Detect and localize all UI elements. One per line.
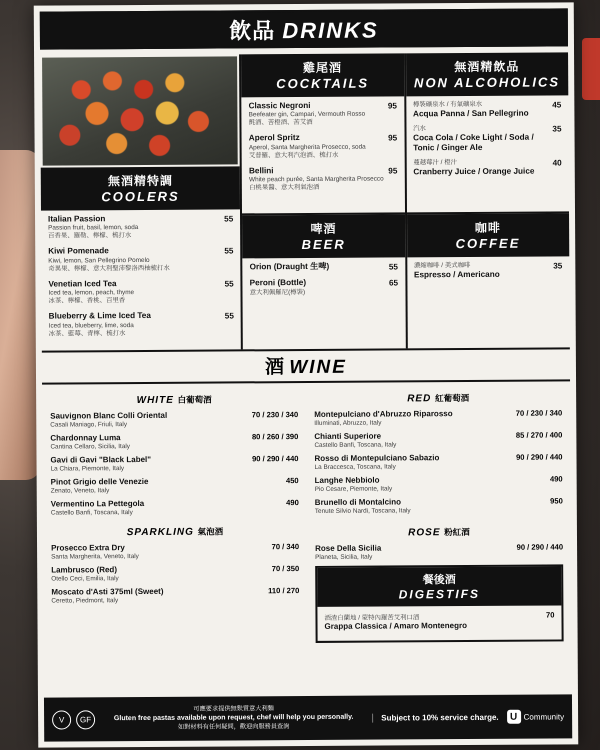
item-price: 95	[388, 133, 398, 143]
item-price: 55	[388, 262, 398, 272]
wine-price: 490	[549, 474, 563, 484]
rose-en: ROSE	[408, 526, 441, 539]
item-name: Coca Cola / Coke Light / Soda / Tonic / Ginger Ale	[413, 133, 534, 153]
digestifs-zh: 餐後酒	[422, 573, 456, 586]
wine-title-en: WINE	[289, 356, 347, 379]
beer-items	[243, 257, 406, 309]
item-desc: Kiwi, lemon, San Pellegrino Pomelo 奇異果、檸檬、意大利聖沛黎洛西柚梳打水	[48, 256, 170, 273]
menu-item	[413, 158, 561, 177]
wine-item	[314, 408, 562, 427]
wine-title-zh: 酒	[264, 357, 285, 379]
item-name: Acqua Panna / San Pellegrino	[412, 108, 529, 119]
white-en: WHITE	[136, 394, 174, 406]
wine-price: 90 / 290 / 440	[516, 542, 564, 552]
wine-desc: Pio Cesare, Piemonte, Italy	[314, 485, 393, 493]
item-desc: Aperol, Santa Margherita Prosecco, soda 艾普羅、意大利汽泡酒、梳打水	[248, 143, 366, 160]
wine-item	[314, 430, 562, 449]
coffee-block	[407, 211, 570, 291]
wine-desc: Planeta, Sicilia, Italy	[315, 553, 373, 561]
digestifs-block	[315, 564, 563, 643]
wine-name: Moscato d'Asti 375ml (Sweet)	[51, 586, 164, 597]
item-name: Kiwi Pomenade	[48, 246, 109, 256]
item-name: Aperol Spritz	[248, 133, 300, 143]
wine-name: Lambrusco (Red)	[51, 564, 118, 575]
wine-desc: Cantina Cellaro, Sicilia, Italy	[50, 442, 131, 451]
menu-item	[413, 99, 561, 118]
gluten-free-icon: GF	[76, 710, 95, 729]
column-coolers	[40, 54, 241, 350]
menu-item	[48, 213, 233, 241]
page-title-en: DRINKS	[282, 17, 379, 43]
page-title	[40, 8, 568, 49]
beer-block	[242, 212, 405, 309]
item-price: 70	[545, 610, 555, 620]
wine-column-right	[306, 381, 572, 645]
menu-item	[413, 124, 562, 153]
column-cocktails	[239, 53, 405, 349]
wine-desc: Tenute Silvio Nardi, Toscana, Italy	[314, 507, 411, 515]
dietary-badges	[52, 710, 95, 729]
item-name: Peroni (Bottle)	[249, 278, 307, 288]
watermark	[507, 709, 565, 723]
item-name: Espresso / Americano	[413, 269, 500, 280]
coolers-en: COOLERS	[101, 188, 180, 205]
item-price: 55	[224, 246, 234, 256]
coffee-zh: 咖啡	[474, 220, 501, 235]
column-non-alcoholics	[404, 52, 570, 348]
wine-name: Vermentino La Pettegola	[50, 498, 145, 509]
wine-price: 950	[550, 496, 563, 506]
wine-price: 70 / 350	[271, 563, 300, 573]
wine-name: Brunello di Montalcino	[314, 497, 402, 507]
wine-name: Rose Della Sicilia	[315, 543, 382, 553]
wine-desc: Santa Margherita, Veneto, Italy	[51, 552, 139, 561]
item-desc: 樽裝礦泉水 / 有氣礦泉水	[412, 100, 483, 109]
cocktails-en: COCKTAILS	[276, 75, 370, 92]
sparkling-zh: 氣泡酒	[197, 526, 224, 537]
menu-item	[48, 278, 233, 306]
service-charge-note: Subject to 10% service charge.	[372, 712, 498, 722]
wine-price: 70 / 230 / 340	[515, 408, 563, 418]
item-desc: 意大利佩羅尼(樽裝)	[249, 288, 306, 297]
menu-item	[250, 278, 398, 297]
wine-desc: Otello Ceci, Emilia, Italy	[51, 574, 119, 583]
wine-price: 85 / 270 / 400	[515, 430, 563, 440]
footer-note-zh1: 可應要求提供無麩質意大利麵	[193, 705, 274, 713]
footer-bar	[44, 694, 572, 741]
wine-desc: Castello Banfi, Toscana, Italy	[314, 441, 397, 449]
item-price: 65	[388, 278, 399, 288]
wine-group-header-white	[50, 393, 298, 407]
digestifs-en: DIGESTIFS	[398, 586, 481, 602]
cocktail-photo	[42, 56, 238, 165]
wine-price: 490	[286, 497, 299, 507]
wine-item	[51, 542, 299, 561]
wine-item	[315, 496, 563, 515]
item-desc: 酒渣白蘭地 / 蒙特內羅苦艾利口酒	[324, 614, 420, 622]
beer-en: BEER	[301, 236, 346, 253]
wine-group-header-sparkling	[51, 525, 299, 539]
wine-name: Gavi di Gavi "Black Label"	[50, 454, 152, 465]
white-zh: 白葡萄酒	[177, 394, 212, 405]
wine-price: 70 / 340	[271, 541, 300, 551]
wine-group-header-rose	[315, 525, 563, 539]
item-price: 95	[387, 101, 397, 111]
section-header-coolers	[41, 166, 240, 210]
wine-name: Langhe Nebbiolo	[314, 475, 380, 485]
item-desc: 蔓越莓汁 / 橙汁	[413, 159, 458, 167]
wine-body	[42, 381, 572, 646]
menu-item	[324, 610, 554, 630]
item-name: Blueberry & Lime Iced Tea	[48, 311, 151, 321]
wine-desc: Castello Banfi, Toscana, Italy	[50, 508, 133, 517]
menu-item	[250, 261, 398, 272]
coolers-zh: 無酒精特調	[107, 173, 173, 189]
digestifs-items	[317, 605, 561, 640]
wine-price: 70 / 230 / 340	[251, 409, 299, 420]
item-desc: 汽水	[413, 125, 426, 133]
wine-item	[51, 564, 299, 583]
item-price: 35	[552, 124, 562, 134]
item-name: Venetian Iced Tea	[48, 278, 117, 289]
footer-note-en: Gluten free pastas available upon request, chef will help you personally.	[113, 713, 354, 723]
wine-desc: Ceretto, Piedmont, Italy	[51, 596, 119, 605]
item-price: 45	[552, 100, 562, 110]
wine-item	[315, 474, 563, 493]
wine-item	[50, 454, 298, 473]
item-name: Orion (Draught 生啤)	[249, 261, 330, 272]
wine-desc: Zenato, Veneto, Italy	[50, 486, 110, 495]
item-price: 40	[552, 158, 562, 168]
section-header-beer	[242, 214, 405, 258]
wine-desc: Casali Maniago, Friuli, Italy	[50, 420, 128, 429]
item-name: Italian Passion	[48, 214, 106, 224]
wine-name: Sauvignon Blanc Colli Oriental	[50, 410, 168, 421]
item-desc: Beefeater gin, Campari, Vermouth Rosso 氈酒、苦橙酒、苦艾酒	[248, 111, 366, 127]
wine-item	[50, 432, 298, 451]
wine-name: Prosecco Extra Dry	[51, 542, 125, 553]
wine-price: 90 / 290 / 440	[516, 452, 563, 462]
wine-item	[50, 410, 298, 429]
footer-note	[95, 705, 372, 733]
wine-name: Chardonnay Luma	[50, 432, 121, 443]
menu-item	[249, 100, 398, 127]
non-alcoholics-items	[406, 95, 569, 212]
wine-name: Chianti Superiore	[314, 431, 382, 441]
wine-name: Montepulciano d'Abruzzo Riparosso	[314, 408, 453, 419]
item-desc: Iced tea, lemon, peach, thyme 冰茶、檸檬、香桃、百里香	[48, 289, 135, 305]
u-logo-icon: U	[507, 710, 521, 724]
wine-name: Rosso di Montepulciano Sabazio	[314, 452, 440, 463]
footer-note-zh2: 如對材料有任何疑問，歡迎向服務員查詢	[178, 722, 290, 731]
red-en: RED	[407, 392, 432, 405]
red-divider-tab	[582, 38, 600, 100]
wine-item	[51, 476, 299, 495]
item-desc: 濃縮咖啡 / 美式咖啡	[413, 261, 471, 270]
wine-desc: Illuminati, Abruzzo, Italy	[314, 419, 382, 427]
item-price: 55	[224, 279, 234, 289]
drinks-columns	[40, 52, 570, 352]
wine-name: Pinot Grigio delle Venezie	[50, 476, 149, 487]
coffee-items	[407, 256, 570, 291]
wine-item	[51, 498, 299, 517]
item-name: Classic Negroni	[248, 100, 311, 111]
coolers-items	[41, 209, 241, 350]
item-price: 55	[224, 214, 234, 224]
wine-price: 110 / 270	[268, 585, 300, 595]
wine-group-header-red	[314, 391, 562, 405]
wine-item	[315, 542, 563, 561]
watermark-label: Community	[523, 711, 565, 722]
wine-price: 80 / 260 / 390	[251, 431, 299, 442]
menu-item	[249, 165, 398, 192]
item-name: Bellini	[248, 166, 274, 176]
section-header-non-alcoholics	[406, 52, 569, 96]
menu-item	[48, 246, 233, 274]
menu-sheet	[34, 2, 579, 747]
cocktails-items	[242, 96, 405, 213]
item-price: 35	[553, 261, 563, 271]
cocktails-zh: 雞尾酒	[302, 60, 343, 76]
wine-title	[42, 349, 570, 384]
coffee-en: COFFEE	[455, 235, 521, 252]
non-alcoholics-en: NON ALCOHOLICS	[413, 74, 561, 91]
sparkling-en: SPARKLING	[126, 526, 194, 538]
page-title-zh: 飲品	[229, 17, 276, 43]
non-alcoholics-zh: 無酒精飲品	[454, 59, 520, 75]
wine-price: 450	[285, 475, 299, 485]
menu-item	[249, 133, 398, 160]
wine-desc: La Chiara, Piemonte, Italy	[50, 464, 125, 473]
wine-desc: La Braccesca, Toscana, Italy	[314, 463, 396, 471]
item-name: Cranberry Juice / Orange Juice	[413, 166, 535, 177]
item-name: Grappa Classica / Amaro Montenegro	[324, 620, 467, 631]
wine-price: 90 / 290 / 440	[252, 453, 299, 464]
item-price: 55	[224, 311, 234, 321]
red-zh: 紅葡萄酒	[435, 392, 470, 403]
item-desc: Passion fruit, basil, lemon, soda 百香果、羅勒、檸檬、梳打水	[48, 224, 139, 240]
section-header-coffee	[407, 213, 570, 257]
wine-item	[314, 452, 562, 471]
item-desc: Iced tea, blueberry, lime, soda 冰茶、藍莓、青檸、梳打水	[48, 321, 134, 338]
rose-zh: 粉紅酒	[444, 526, 470, 537]
digestifs-header	[317, 566, 561, 606]
section-header-cocktails	[241, 53, 404, 97]
vegetarian-icon: V	[52, 710, 71, 729]
menu-item	[49, 311, 234, 339]
item-price: 95	[388, 166, 398, 176]
wine-item	[51, 586, 299, 605]
wine-column-left	[42, 383, 308, 647]
menu-item	[414, 260, 562, 279]
beer-zh: 啤酒	[310, 221, 337, 236]
item-desc: White peach purée, Santa Margherita Prosecco 白桃果醬、意大利氣泡酒	[249, 175, 384, 192]
